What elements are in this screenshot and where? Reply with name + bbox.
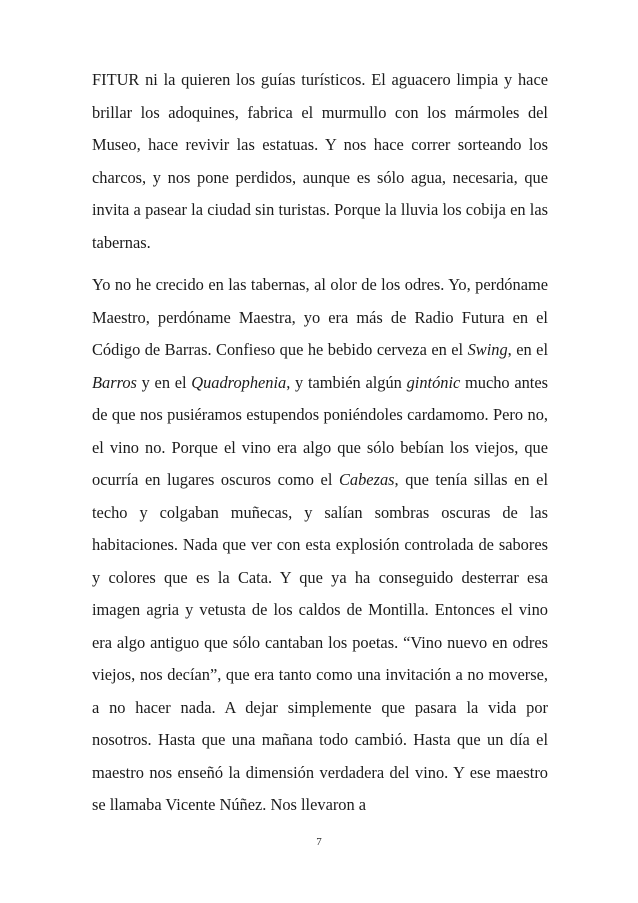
text-span: Yo no he crecido en las tabernas, al olor de los odres. Yo, perdóname Maestro, perdóname Maestra, yo era más de Radio Futura en el Código de Barras. Confieso que he bebido cerveza en el bbox=[92, 275, 548, 359]
text-span: , y también algún bbox=[286, 372, 407, 392]
italic-text: gintónic bbox=[406, 372, 461, 392]
paragraph bbox=[92, 269, 548, 822]
text-span: y en el bbox=[136, 372, 192, 392]
paragraph bbox=[92, 64, 548, 259]
text-span: , que tenía sillas en el techo y colgaban muñecas, y salían sombras oscuras de las habitaciones. Nada que ver con esta explosión controlada de sabores y colores que es la Cata. Y que ya ha conseguido desterrar esa imagen agria y vetusta de los caldos de Montilla. Entonces el vino era algo antiguo que sólo cantaban los poetas. “Vino nuevo en odres viejos, nos decían”, que era tanto como una invitación a no moverse, a no hacer nada. A dejar simplemente que pasara la vida por nosotros. Hasta que una mañana todo cambió. Hasta que un día el maestro nos enseñó la dimensión verdadera del vino. Y ese maestro se llamaba Vicente Núñez. Nos llevaron a bbox=[92, 470, 548, 814]
italic-text: Swing bbox=[467, 340, 508, 359]
text-span: mucho antes de que nos pusiéramos estupendos poniéndoles cardamomo. Pero no, el vino no. Porque el vino era algo que sólo bebían los viejos, que ocurría en lugares oscuros como el bbox=[92, 372, 548, 489]
page-number: 7 bbox=[316, 836, 322, 848]
body-text bbox=[92, 64, 548, 822]
text-span: , en el bbox=[507, 340, 548, 359]
italic-text: Cabezas bbox=[338, 470, 395, 489]
text-span: FITUR ni la quieren los guías turísticos. El aguacero limpia y hace brillar los adoquines, fabrica el murmullo con los mármoles del Museo, hace revivir las estatuas. Y nos hace correr sorteando los charcos, y nos pone perdidos, aunque es sólo agua, necesaria, que invita a pasear la ciudad sin turistas. Porque la lluvia los cobija en las tabernas. bbox=[92, 70, 548, 252]
italic-text: Barros bbox=[92, 372, 137, 392]
italic-text: Quadrophenia bbox=[191, 372, 287, 392]
